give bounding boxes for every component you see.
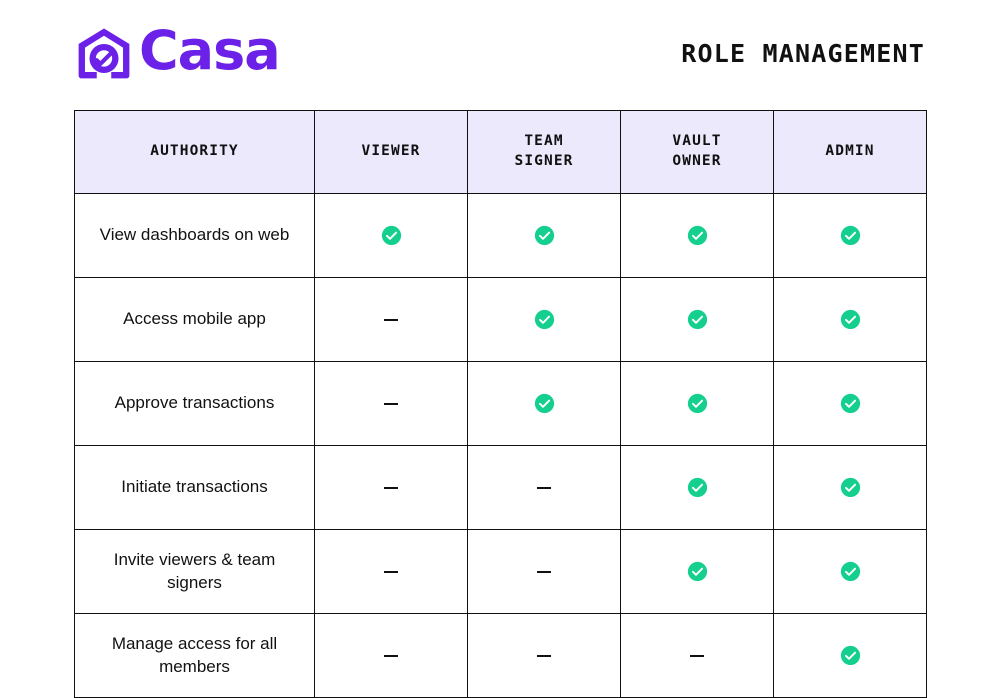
dash-icon [384,571,398,573]
dash-icon [384,487,398,489]
table-row [75,362,927,446]
permission-granted-check-icon [315,194,468,278]
permission-granted-check-icon [468,278,621,362]
dash-icon [537,487,551,489]
permission-granted-check-icon [621,362,774,446]
permission-granted-check-icon [774,446,927,530]
cell-authority: Invite viewers & team signers [75,530,315,614]
permission-granted-check-icon [774,362,927,446]
role-permissions-table [74,110,927,698]
column-header-team-signer-line-1: TEAM [524,133,564,150]
dash-icon [537,655,551,657]
table-row [75,446,927,530]
table-row [75,530,927,614]
check-circle-icon [534,225,555,246]
dash-icon [690,655,704,657]
permission-denied-dash-icon [468,614,621,698]
cell-authority: Initiate transactions [75,446,315,530]
permission-denied-dash-icon [468,530,621,614]
check-circle-icon [840,393,861,414]
permission-granted-check-icon [621,278,774,362]
permission-granted-check-icon [774,278,927,362]
permission-denied-dash-icon [315,446,468,530]
check-circle-icon [534,309,555,330]
check-circle-icon [381,225,402,246]
column-header-viewer [315,111,468,194]
column-header-admin [774,111,927,194]
permission-denied-dash-icon [315,614,468,698]
check-circle-icon [687,309,708,330]
cell-authority: Access mobile app [75,278,315,362]
check-circle-icon [840,561,861,582]
permission-denied-dash-icon [315,362,468,446]
check-circle-icon [687,561,708,582]
brand-logo [75,19,280,82]
column-header-viewer-line-1: VIEWER [361,143,421,160]
permission-granted-check-icon [468,194,621,278]
permission-denied-dash-icon [468,446,621,530]
check-circle-icon [534,393,555,414]
column-header-team-signer-line-2: SIGNER [514,153,574,169]
check-circle-icon [840,225,861,246]
table-row [75,614,927,698]
table-header-row [75,111,927,194]
cell-authority: View dashboards on web [75,194,315,278]
cell-authority: Approve transactions [75,362,315,446]
permission-granted-check-icon [774,530,927,614]
dash-icon [384,655,398,657]
permission-denied-dash-icon [315,530,468,614]
permission-granted-check-icon [621,446,774,530]
permission-granted-check-icon [468,362,621,446]
cell-authority: Manage access for all members [75,614,315,698]
check-circle-icon [840,645,861,666]
column-header-vault-owner-line-1: VAULT [672,133,722,150]
check-circle-icon [840,309,861,330]
dash-icon [537,571,551,573]
table-row [75,278,927,362]
page-title: ROLE MANAGEMENT [681,38,925,68]
dash-icon [384,319,398,321]
brand-name: Casa [139,19,280,82]
table-body [75,194,927,698]
column-header-admin-line-1: ADMIN [825,143,875,160]
column-header-authority [75,111,315,194]
page-header [75,18,925,88]
permission-granted-check-icon [774,614,927,698]
check-circle-icon [687,477,708,498]
permission-granted-check-icon [621,530,774,614]
dash-icon [384,403,398,405]
column-header-team-signer [468,111,621,194]
permission-granted-check-icon [774,194,927,278]
check-circle-icon [840,477,861,498]
table-header [75,111,927,194]
column-header-vault-owner-line-2: OWNER [672,153,722,169]
column-header-authority-line-1: AUTHORITY [150,143,239,160]
column-header-vault-owner [621,111,774,194]
check-circle-icon [687,225,708,246]
check-circle-icon [687,393,708,414]
casa-house-logo-icon [75,24,133,82]
permission-denied-dash-icon [621,614,774,698]
permission-denied-dash-icon [315,278,468,362]
table-row [75,194,927,278]
permission-granted-check-icon [621,194,774,278]
